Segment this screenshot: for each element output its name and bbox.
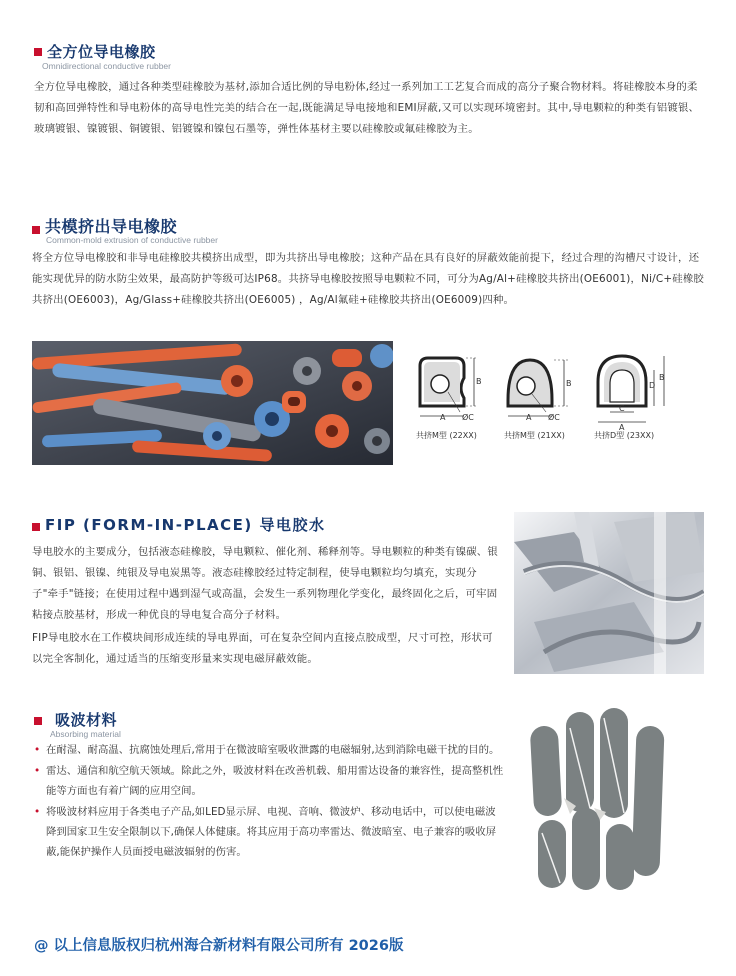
- absorbing-material-photo: [530, 708, 670, 893]
- section-subtitle-absorbing: Absorbing material: [50, 729, 121, 739]
- section-title-absorbing: 吸波材料: [34, 709, 117, 730]
- title-marker-icon: [34, 717, 42, 725]
- dim-b-label: B: [659, 373, 665, 382]
- section-title-omni: 全方位导电橡胶: [34, 41, 156, 62]
- diagram-caption-22xx: 共挤M型 (22XX): [416, 431, 477, 440]
- m-profile-21xx-diagram: [504, 360, 572, 440]
- list-item: • 雷达、通信和航空航天领域。除此之外，吸波材料在改善机载、船用雷达设备的兼容性，提高整机性能等方面也有着广阔的应用空间。: [34, 761, 504, 801]
- dim-c-label: ØC: [462, 413, 474, 422]
- title-marker-icon: [34, 48, 42, 56]
- section-paragraph-fip-1: 导电胶水的主要成分，包括液态硅橡胶，导电颗粒、催化剂、稀释剂等。导电颗粒的种类有镍碳、银铜、银铝、银镍、纯银及导电炭黑等。液态硅橡胶经过特定制程，使导电颗粒均匀填充，实现分子"牵手"链接；在使用过程中遇到湿气或高温，会发生一系列物理化学变化，最终固化之后，可牢固粘接点胶基材，形成一种优良的导电复合高分子材料。: [32, 546, 498, 621]
- d-profile-23xx-diagram: [594, 356, 665, 440]
- dim-b-label: B: [476, 377, 482, 386]
- dim-a-label: A: [619, 423, 625, 432]
- dim-d-label: D: [649, 381, 656, 390]
- section-subtitle-omni: Omnidirectional conductive rubber: [42, 61, 171, 71]
- title-marker-icon: [32, 226, 40, 234]
- dim-c-label: ØC: [548, 413, 560, 422]
- m-profile-22xx-diagram: [416, 358, 482, 440]
- section-title-coextrusion: 共模挤出导电橡胶: [32, 214, 177, 237]
- dim-a-label: A: [526, 413, 532, 422]
- copyright-footer: @ 以上信息版权归杭州海合新材料有限公司所有 2026版: [34, 938, 404, 954]
- dim-c-label: C: [619, 404, 625, 413]
- title-marker-icon: [32, 523, 40, 531]
- profile-diagrams: [412, 350, 712, 445]
- absorbing-bullet-list: [34, 740, 504, 863]
- section-subtitle-coextrusion: Common-mold extrusion of conductive rubber: [46, 235, 218, 245]
- section-title-fip: FIP (FORM-IN-PLACE) 导电胶水: [32, 514, 325, 535]
- fip-dispensing-photo: [514, 512, 704, 674]
- diagram-caption-21xx: 共挤M型 (21XX): [504, 431, 565, 440]
- conductive-rubber-photo: [32, 341, 393, 465]
- list-item: • 在耐湿、耐高温、抗腐蚀处理后,常用于在微波暗室吸收泄露的电磁辐射,达到消除电磁干扰的目的。: [34, 740, 504, 760]
- section-paragraph-coextrusion: 将全方位导电橡胶和非导电硅橡胶共模挤出成型，即为共挤出导电橡胶；这种产品在具有良好的屏蔽效能前提下，经过合理的沟槽尺寸设计，还能实现优异的防水防尘效果，最高防护等级可达IP68。共挤导电橡胶按照导电颗粒不同，可分为Ag/Al+硅橡胶共挤出(OE6001)，Ni/C+硅橡胶共挤出(OE6003)，Ag/Glass+硅橡胶共挤出(OE6005) ，Ag/Al氟硅+硅橡胶共挤出(OE6009)四种。: [32, 252, 704, 306]
- diagram-caption-23xx: 共挤D型 (23XX): [594, 431, 655, 440]
- section-paragraph-omni: 全方位导电橡胶，通过各种类型硅橡胶为基材,添加合适比例的导电粉体,经过一系列加工工艺复合而成的高分子聚合物材料。将硅橡胶本身的柔韧和高回弹特性和导电粉体的高导电性完美的结合在一起,既能满足导电接地和EMI屏蔽,又可以实现环境密封。其中,导电颗粒的种类有铝镀银、玻璃镀银、镍镀银、铜镀银、铝镀镍和镍包石墨等，弹性体基材主要以硅橡胶或氟硅橡胶为主。: [34, 81, 700, 135]
- section-paragraph-fip-2: FIP导电胶水在工作模块间形成连续的导电界面，可在复杂空间内直接点胶成型，尺寸可控，形状可以完全客制化，通过适当的压缩变形量来实现电磁屏蔽效能。: [32, 632, 493, 665]
- list-item: • 将吸波材料应用于各类电子产品,如LED显示屏、电视、音响、微波炉、移动电话中，可以使电磁波降到国家卫生安全限制以下,确保人体健康。将其应用于高功率雷达、微波暗室、电子兼容的吸收屏蔽,能保护操作人员面授电磁波辐射的伤害。: [34, 802, 504, 862]
- dim-a-label: A: [440, 413, 446, 422]
- dim-b-label: B: [566, 379, 572, 388]
